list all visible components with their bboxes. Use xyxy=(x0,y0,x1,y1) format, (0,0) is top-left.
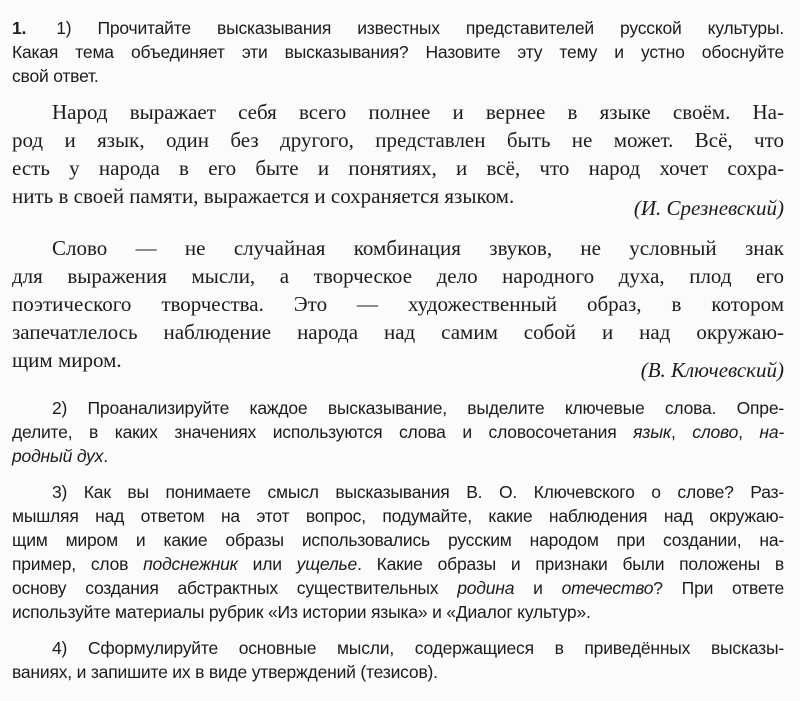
question-line: используйте материалы рубрик «Из истории языка» и «Диалог культур». xyxy=(12,602,591,622)
task-number: 1. xyxy=(12,18,27,38)
task-intro-line-3: свой ответ. xyxy=(12,66,99,86)
italic-term: ущелье xyxy=(296,554,358,574)
question-line: 4) Сформулируйте основные мысли, содержащиеся в приведённых высказы- xyxy=(52,638,784,658)
italic-term: родина xyxy=(457,578,515,598)
question-line: ваниях, и запишите их в виде утверждений (тезисов). xyxy=(12,662,438,682)
italic-term: на- xyxy=(759,422,784,442)
question-line: щим миром и какие образы использовались русским народом при создании, на- xyxy=(12,530,784,550)
quote-line: для выражения мысли, а творческое дело народного духа, плод его xyxy=(12,264,784,288)
quote-author: (В. Ключевский) xyxy=(640,358,784,382)
quote-line: Слово — не случайная комбинация звуков, не условный знак xyxy=(52,236,784,260)
text: или xyxy=(237,554,297,574)
intro-text: Прочитайте высказывания известных представителей русской культуры. xyxy=(97,18,784,38)
text: основу создания абстрактных существительных xyxy=(12,578,458,598)
text: пример, слов xyxy=(12,554,144,574)
question-line: мышляя над ответом на этот вопрос, подумайте, какие наблюдения над окружаю- xyxy=(12,506,784,526)
question-line: 2) Проанализируйте каждое высказывание, выделите ключевые слова. Опре- xyxy=(52,398,784,418)
quote-line: нить в своей памяти, выражается и сохраняется языком. xyxy=(12,184,515,208)
task-intro-line-2: Какая тема объединяет эти высказывания? Назовите эту тему и устно обоснуйте xyxy=(12,42,784,62)
italic-term: язык xyxy=(633,422,671,442)
text: делите, в каких значениях используются слова и словосочетания xyxy=(12,422,634,442)
quote-line: Народ выражает себя всего полнее и вернее в языке своём. На- xyxy=(52,100,784,124)
quote-line: есть у народа в его быте и понятиях, и всё, что народ хочет сохра- xyxy=(12,156,784,180)
question-line xyxy=(12,422,784,443)
italic-term: слово xyxy=(692,422,739,442)
question-line: 3) Как вы понимаете смысл высказывания В. О. Ключевского о слове? Раз- xyxy=(52,482,784,502)
quote-line: поэтического творчества. Это — художественный образ, в котором xyxy=(12,292,784,316)
text: , xyxy=(670,422,693,442)
quote-line: запечатлелось наблюдение народа над самим собой и над окружаю- xyxy=(12,320,784,344)
quote-line: щим миром. xyxy=(12,348,122,372)
text: и xyxy=(514,578,562,598)
question-line xyxy=(12,554,784,575)
question-line xyxy=(12,446,784,467)
text: , xyxy=(738,422,760,442)
italic-term: отечество xyxy=(561,578,654,598)
quote-line: род и язык, один без другого, представлен быть не может. Всё, что xyxy=(12,128,784,152)
text: . xyxy=(103,446,108,466)
quote-author: (И. Срезневский) xyxy=(633,196,784,220)
italic-term: подснежник xyxy=(143,554,238,574)
question-line xyxy=(12,578,784,599)
task-intro-line-1 xyxy=(12,18,784,39)
part-label: 1) xyxy=(56,18,72,38)
italic-term: родный дух xyxy=(12,446,104,466)
text: . Какие образы и признаки были положены в xyxy=(357,554,784,574)
text: ? При ответе xyxy=(653,578,785,598)
